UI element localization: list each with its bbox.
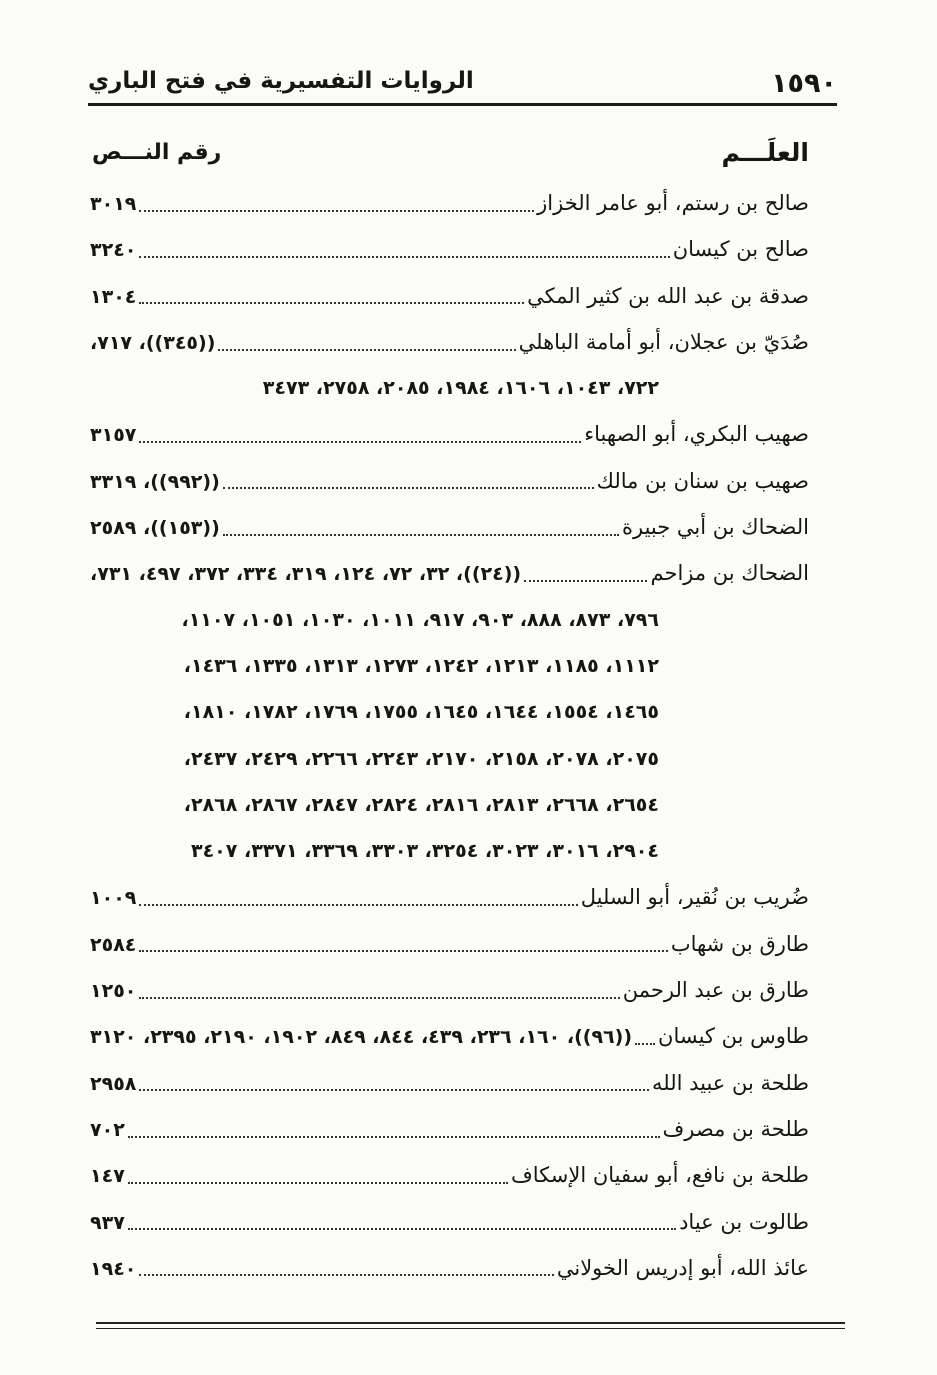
entry-name: صالح بن رستم، أبو عامر الخزاز [537,191,809,215]
footer-rule-thin [96,1328,845,1329]
leader-dots [139,440,581,443]
leader-dots [218,348,515,351]
index-entry [90,874,809,920]
entry-name: صُدَيّ بن عجلان، أبو أمامة الباهلي [518,329,809,354]
entry-name: طالوت بن عياد [679,1209,809,1234]
entry-name: صدقة بن عبد الله بن كثير المكي [527,283,809,308]
running-header [88,68,837,104]
index-entry [90,550,809,596]
entry-reference-numbers: ٣٢٤٠ [90,239,137,262]
index-entry [90,319,809,365]
entry-name: الضحاك بن مزاحم [650,561,809,586]
leader-dots [139,255,669,258]
leader-dots [139,949,667,952]
leader-dots [223,533,619,536]
leader-dots [223,486,594,489]
entry-name: طلحة بن مصرف [662,1116,809,1141]
leader-dots [139,209,534,212]
entry-reference-numbers: ((٢٤))، ٣٢، ٧٢، ١٢٤، ٣١٩، ٣٣٤، ٣٧٢، ٤٩٧، ٧٣١، [90,563,522,586]
entry-name: صالح بن كيسان [672,237,809,262]
entry-continuation-line: ١٤٦٥، ١٥٥٤، ١٦٤٤، ١٦٤٥، ١٧٥٥، ١٧٦٩، ١٧٨٢، ١٨١٠، [183,701,659,724]
entry-continuation-line: ١١١٢، ١١٨٥، ١٢١٣، ١٢٤٢، ١٢٧٣، ١٣١٣، ١٣٣٥، ١٤٣٦، [183,654,659,677]
footer-rule [96,1322,845,1324]
entry-name: طلحة بن عبيد الله [651,1070,809,1095]
entry-name: ضُريب بن نُقير، أبو السليل [580,885,809,910]
index-entry [90,1060,809,1106]
entry-reference-numbers: ٢٥٨٤ [90,933,137,956]
entry-continuation-line: ٧٩٦، ٨٧٣، ٨٨٨، ٩٠٣، ٩١٧، ١٠١١، ١٠٣٠، ١٠٥١، ١١٠٧، [181,608,659,631]
entry-continuation-line: ٢٦٥٤، ٢٦٦٨، ٢٨١٣، ٢٨١٦، ٢٨٢٤، ٢٨٤٧، ٢٨٦٧، ٢٨٦٨، [183,793,659,816]
entry-continuation-line: ٢٠٧٥، ٢٠٧٨، ٢١٥٨، ٢١٧٠، ٢٢٤٣، ٢٢٦٦، ٢٤٢٩، ٢٤٣٧، [183,747,659,770]
entry-reference-numbers: ((١٥٣))، ٢٥٨٩ [90,517,220,540]
index-entry [90,1106,809,1152]
index-entry [90,226,809,272]
entry-name: صهيب بن سنان بن مالك [596,468,809,493]
index-entry [90,1152,809,1198]
entry-reference-numbers: ١٢٥٠ [90,980,137,1003]
leader-dots [139,903,577,906]
leader-dots [635,1042,655,1045]
entry-name: صهيب البكري، أبو الصهباء [584,422,809,447]
entry-reference-numbers: ١٤٧ [90,1165,125,1188]
entry-reference-numbers: ٢٩٥٨ [90,1072,137,1095]
header-rule [88,103,837,106]
book-title: الروايات التفسيرية في فتح الباري [88,68,474,94]
index-entry [90,504,809,550]
index-entry [90,1245,809,1291]
name-column-heading: العلَـــم [721,138,809,167]
entry-name: طارق بن عبد الرحمن [622,978,809,1003]
index-entry [90,1199,809,1245]
index-entry [90,273,809,319]
index-entry [90,921,809,967]
leader-dots [139,996,619,999]
entry-continuation-line: ٧٢٢، ١٠٤٣، ١٦٠٦، ١٩٨٤، ٢٠٨٥، ٢٧٥٨، ٣٤٧٣ [262,377,659,400]
leader-dots [524,579,647,582]
column-headings [92,138,809,178]
index-entry [90,1013,809,1059]
entry-name: طاوس بن كيسان [658,1024,809,1049]
entry-reference-numbers: ١٣٠٤ [90,285,137,308]
leader-dots [139,1088,649,1091]
entry-reference-numbers: ((٣٤٥))، ٧١٧، [90,331,216,354]
entry-reference-numbers: ((٩٩٢))، ٣٣١٩ [90,470,220,493]
index-entry [90,967,809,1013]
entry-reference-numbers: ١٠٠٩ [90,887,137,910]
leader-dots [128,1135,660,1138]
leader-dots [128,1227,676,1230]
entry-reference-numbers: ١٩٤٠ [90,1257,137,1280]
entry-reference-numbers: ٣١٥٧ [90,424,137,447]
entry-reference-numbers: ٩٣٧ [90,1211,125,1234]
index-entry [90,458,809,504]
entry-name: عائذ الله، أبو إدريس الخولاني [556,1255,809,1280]
entry-name: طارق بن شهاب [670,931,809,956]
entry-name: طلحة بن نافع، أبو سفيان الإسكاف [511,1163,809,1188]
leader-dots [139,301,524,304]
entry-reference-numbers: ((٩٦))، ١٦٠، ٢٣٦، ٤٣٩، ٨٤٤، ٨٤٩، ١٩٠٢، ٢١٩٠، ٢٣٩٥، ٣١٢٠ [90,1026,633,1049]
entry-reference-numbers: ٧٠٢ [90,1118,125,1141]
entry-name: الضحاك بن أبي جبيرة [622,515,809,540]
leader-dots [139,1273,553,1276]
index-entries [90,180,809,1291]
entry-reference-numbers: ٣٠١٩ [90,193,137,215]
index-entry [90,180,809,226]
page-number: ١٥٩٠ [771,68,837,99]
entry-continuation-line: ٢٩٠٤، ٣٠١٦، ٣٠٢٣، ٣٢٥٤، ٣٣٠٣، ٣٣٦٩، ٣٣٧١، ٣٤٠٧ [190,840,659,863]
number-column-heading: رقم النـــص [92,140,222,165]
leader-dots [128,1181,508,1184]
index-entry [90,411,809,457]
